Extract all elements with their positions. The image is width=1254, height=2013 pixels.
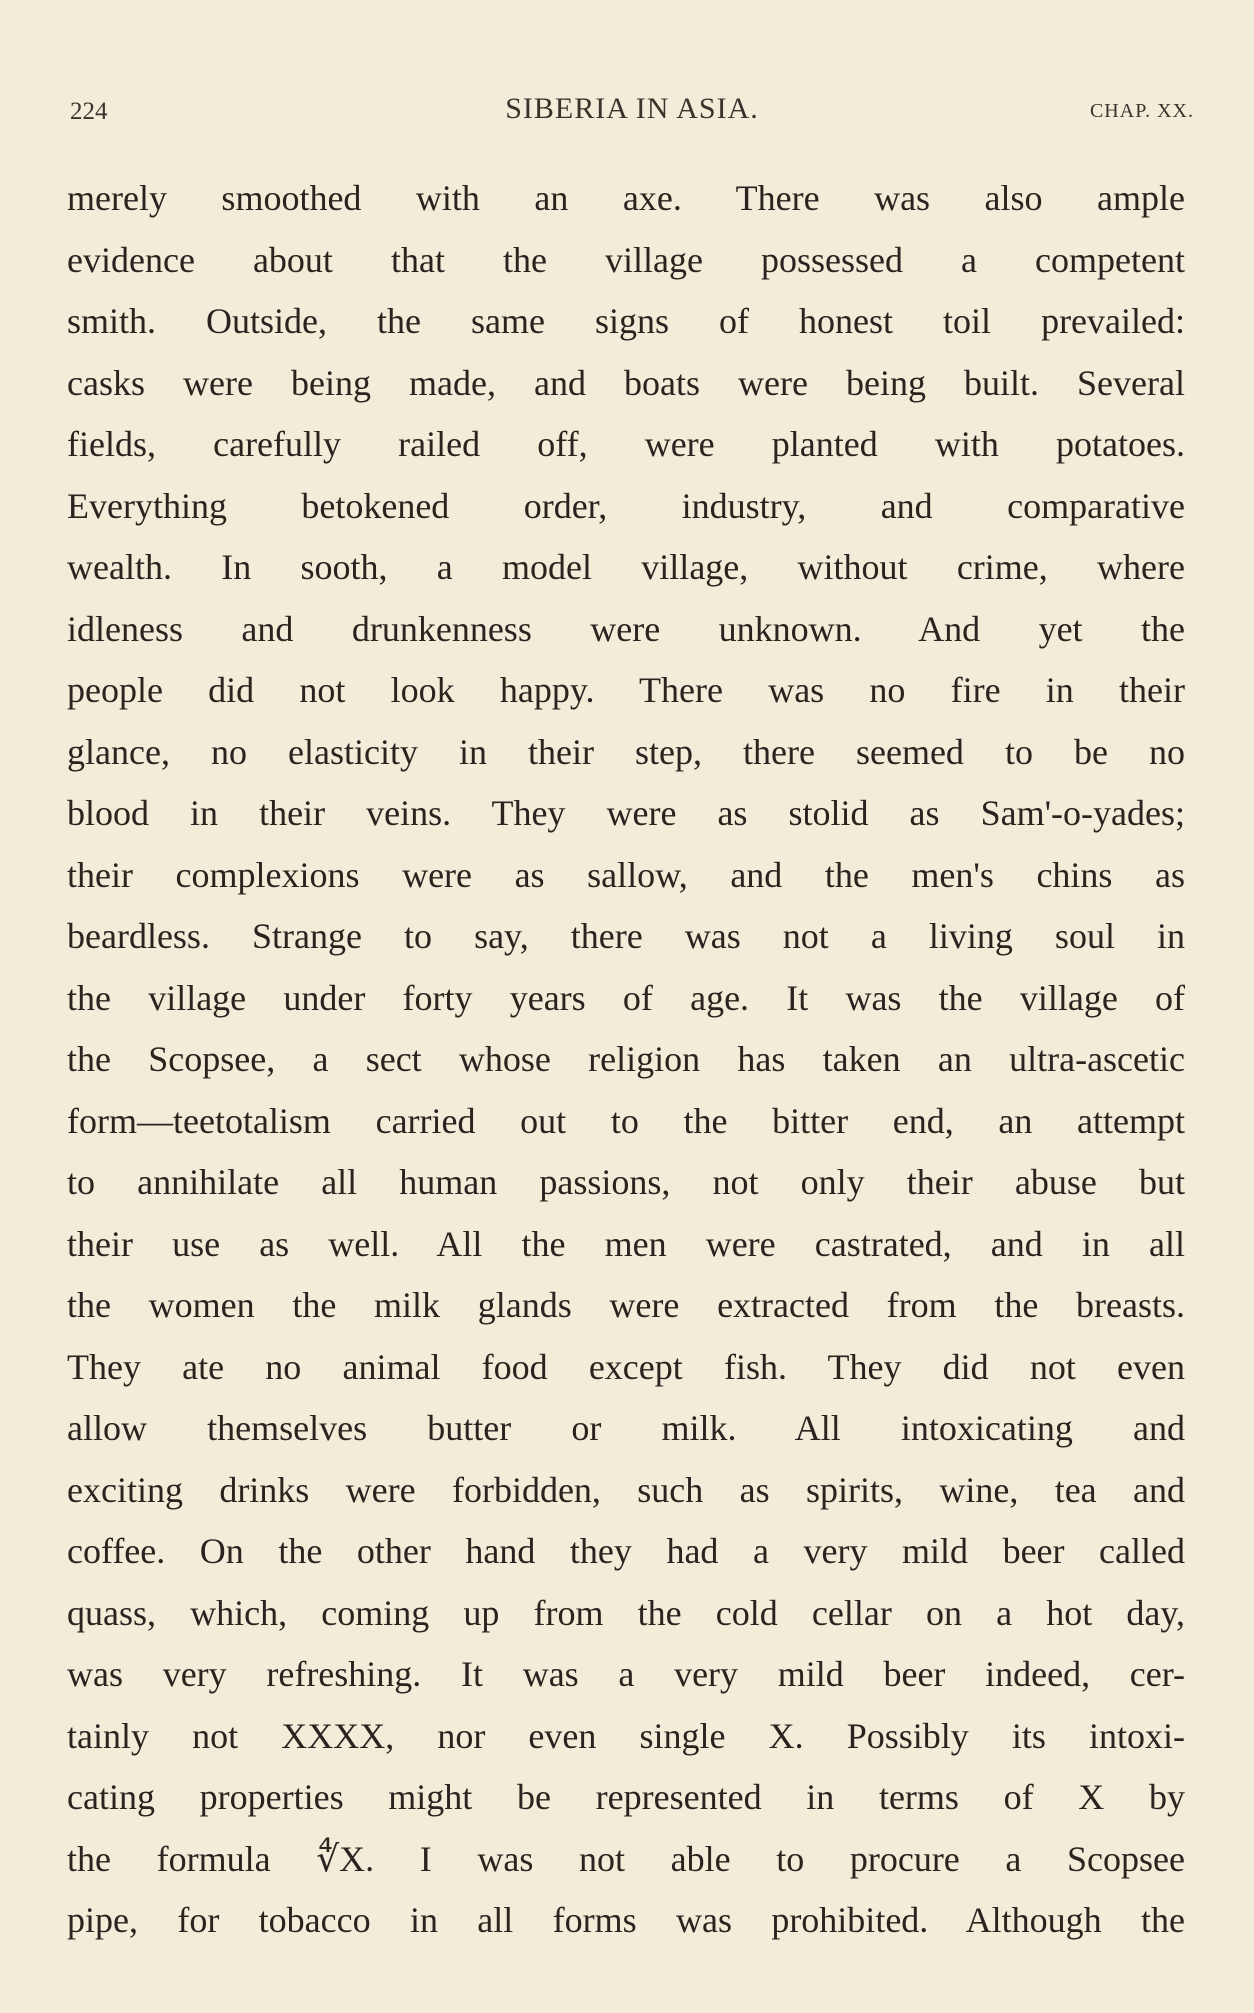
text-line: form—teetotalism carried out to the bitter end, an attempt: [67, 1100, 1185, 1141]
text-line: They ate no animal food except fish. They did not even: [67, 1346, 1185, 1387]
text-line: beardless. Strange to say, there was not a living soul in: [67, 916, 1185, 956]
chapter-label: CHAP. XX.: [1089, 100, 1194, 122]
text-line: their use as well. All the men were castrated, and in all: [67, 1223, 1185, 1264]
text-line: quass, which, coming up from the cold cellar on a hot day,: [67, 1592, 1185, 1633]
text-line: cating properties might be represented in terms of X by: [67, 1777, 1185, 1817]
text-line: the women the milk glands were extracted from the breasts.: [67, 1285, 1185, 1325]
text-line: the formula ∜X. I was not able to procure a Scopsee: [67, 1838, 1185, 1879]
text-line: glance, no elasticity in their step, there seemed to be no: [67, 731, 1185, 772]
text-line: the Scopsee, a sect whose religion has taken an ultra-ascetic: [67, 1039, 1185, 1079]
text-line: merely smoothed with an axe. There was also ample: [67, 178, 1185, 218]
text-line: blood in their veins. They were as stolid as Sam'-o-yades;: [67, 793, 1185, 833]
text-line: idleness and drunkenness were unknown. And yet the: [67, 608, 1185, 649]
text-line: exciting drinks were forbidden, such as spirits, wine, tea and: [67, 1469, 1185, 1510]
running-title: SIBERIA IN ASIA.: [505, 92, 759, 125]
text-line: to annihilate all human passions, not only their abuse but: [67, 1162, 1185, 1202]
body-text: [67, 168, 1185, 1952]
page-number: 224: [70, 98, 108, 125]
text-line: pipe, for tobacco in all forms was prohibited. Although the: [67, 1900, 1185, 1940]
page-header: [70, 88, 1194, 128]
text-line: was very refreshing. It was a very mild beer indeed, cer-: [67, 1654, 1185, 1694]
text-line: their complexions were as sallow, and the men's chins as: [67, 854, 1185, 895]
text-line: smith. Outside, the same signs of honest toil prevailed:: [67, 301, 1185, 341]
text-line: tainly not XXXX, nor even single X. Possibly its intoxi-: [67, 1715, 1185, 1756]
text-line: coffee. On the other hand they had a very mild beer called: [67, 1531, 1185, 1571]
text-line: fields, carefully railed off, were planted with potatoes.: [67, 424, 1185, 464]
text-line: casks were being made, and boats were being built. Several: [67, 362, 1185, 403]
text-line: allow themselves butter or milk. All intoxicating and: [67, 1408, 1185, 1448]
text-line: Everything betokened order, industry, and comparative: [67, 485, 1185, 526]
text-line: wealth. In sooth, a model village, without crime, where: [67, 547, 1185, 587]
text-line: evidence about that the village possessed a competent: [67, 239, 1185, 280]
text-line: people did not look happy. There was no fire in their: [67, 670, 1185, 710]
text-line: the village under forty years of age. It was the village of: [67, 977, 1185, 1018]
